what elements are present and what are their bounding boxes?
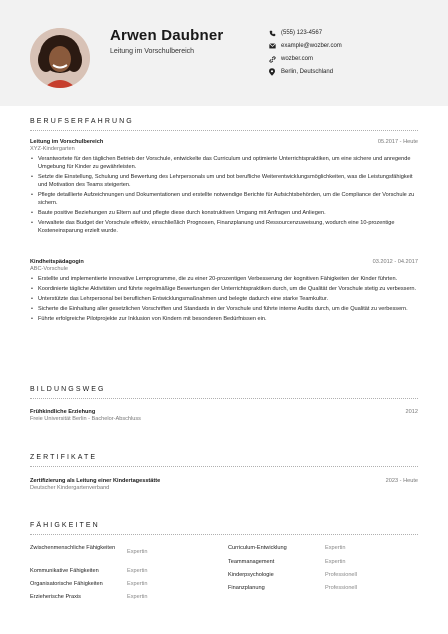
skill-name: Organisatorische Fähigkeiten: [30, 581, 103, 587]
bullet-item: • Sicherte die Einhaltung aller gesetzlichen Vorschriften und Standards in der Vorschule und führte interne Audits durch, um die Qualität zu verbessern.: [30, 305, 418, 313]
contact-website[interactable]: [268, 55, 342, 63]
contact-website-text: wozber.com: [281, 56, 314, 62]
education-institution: Freie Universität Berlin - Bachelor-Abschluss: [30, 416, 141, 422]
skill-level: Expertin: [127, 594, 148, 600]
job-title: Leitung im Vorschulbereich: [30, 139, 104, 145]
skill-name: Curriculum-Entwicklung: [228, 545, 287, 551]
contact-phone-text: (555) 123-4567: [281, 30, 323, 36]
section-title-education: BILDUNGSWEG: [30, 386, 106, 393]
experience-entry: [30, 259, 418, 325]
bullet-item: • Verantwortete für den täglichen Betrieb der Vorschule, entwickelte das Curriculum und optimierte Unterrichtspraktiken, um eine sichere und anregende Umgebung für Kinder zu gewährleisten.: [30, 155, 418, 171]
job-organization: XYZ-Kindergarten: [30, 146, 75, 152]
bullet-item: • Koordinierte tägliche Aktivitäten und führte regelmäßige Bewertungen der Unterrichtspraktiken durch, um die Qualität der Vorschule stetig zu verbessern.: [30, 285, 418, 293]
skill-level: Expertin: [127, 568, 148, 574]
profile-photo: [30, 28, 90, 88]
section-divider: [30, 534, 418, 535]
skill-level: Professionell: [325, 572, 358, 578]
section-divider: [30, 466, 418, 467]
skill-name: Finanzplanung: [228, 585, 265, 591]
skill-level: Expertin: [127, 581, 148, 587]
section-title-experience: BERUFSERFAHRUNG: [30, 118, 134, 125]
skill-name: Kommunikative Fähigkeiten: [30, 568, 99, 574]
skill-name: Zwischenmenschliche Fähigkeiten: [30, 545, 116, 551]
skill-level: Expertin: [325, 545, 346, 551]
job-bullets: [30, 155, 418, 235]
contact-email-text: example@wozber.com: [281, 43, 342, 49]
education-date: 2012: [405, 409, 418, 415]
bullet-item: • Verwaltete das Budget der Vorschule effektiv, einschließlich Prognosen, Finanzplanung und Ressourcenzuweisung, wodurch eine 10-prozentige Kosteneinsparung erzielt wurde.: [30, 219, 418, 235]
bullet-item: • Pflegte detaillierte Aufzeichnungen und Dokumentationen und erstellte notwendige Berichte für Aufsichtsbehörden, um die Compliance der Vorschule zu sichern.: [30, 191, 418, 207]
job-bullets: [30, 275, 418, 323]
section-divider: [30, 130, 418, 131]
bullet-item: • Setzte die Einstellung, Schulung und Bewertung des Lehrpersonals um und bot berufliche Weiterentwicklungsmöglichkeiten, was die Leistungsfähigkeit und Motivation des Teams steigerten.: [30, 173, 418, 189]
certificate-date: 2023 - Heute: [385, 478, 418, 484]
education-title: Frühkindliche Erziehung: [30, 409, 96, 415]
education-entry: [30, 409, 418, 422]
bullet-item: • Führte erfolgreiche Pilotprojekte zur Inklusion von Kindern mit besonderen Bedürfnissen ein.: [30, 315, 418, 323]
bullet-item: • Baute positive Beziehungen zu Eltern auf und pflegte diese durch konstruktiven Umgang mit Anfragen und Anliegen.: [30, 209, 418, 217]
job-subtitle: Leitung im Vorschulbereich: [110, 48, 195, 55]
skill-name: Kinderpsychologie: [228, 572, 274, 578]
job-date: 05.2017 - Heute: [377, 139, 418, 145]
contact-location: [268, 68, 342, 76]
avatar: [30, 28, 90, 88]
mail-icon: [268, 42, 276, 50]
skill-name: Teammanagement: [228, 559, 275, 565]
bullet-item: • Erstellte und implementierte innovative Lernprogramme, die zu einer 20-prozentigen Verbesserung der kognitiven Fähigkeiten der Kinder führten.: [30, 275, 418, 283]
section-title-skills: FÄHIGKEITEN: [30, 522, 100, 529]
certificate-entry: [30, 478, 418, 491]
section-title-certificates: ZERTIFIKATE: [30, 454, 98, 461]
skill-name: Erzieherische Praxis: [30, 594, 81, 600]
skill-level: Expertin: [325, 559, 346, 565]
skill-level: Expertin: [127, 549, 148, 555]
contact-phone[interactable]: [268, 29, 342, 37]
contact-email[interactable]: [268, 42, 342, 50]
certificate-issuer: Deutscher Kindergartenverband: [30, 485, 110, 491]
phone-icon: [268, 29, 276, 37]
link-icon: [268, 55, 276, 63]
contact-location-text: Berlin, Deutschland: [281, 69, 334, 75]
skill-level: Professionell: [325, 585, 358, 591]
certificate-title: Zertifizierung als Leitung einer Kindertagesstätte: [30, 478, 161, 484]
job-date: 03.2012 - 04.2017: [372, 259, 418, 265]
job-organization: ABC-Vorschule: [30, 266, 68, 272]
section-divider: [30, 398, 418, 399]
person-name: Arwen Daubner: [110, 27, 224, 44]
job-title: Kindheitspädagogin: [30, 259, 84, 265]
experience-entry: [30, 139, 418, 237]
location-pin-icon: [268, 68, 276, 76]
contact-list: [268, 29, 342, 81]
bullet-item: • Unterstützte das Lehrpersonal bei beruflichen Entwicklungsmaßnahmen und belegte dadurch eine starke Teamkultur.: [30, 295, 418, 303]
